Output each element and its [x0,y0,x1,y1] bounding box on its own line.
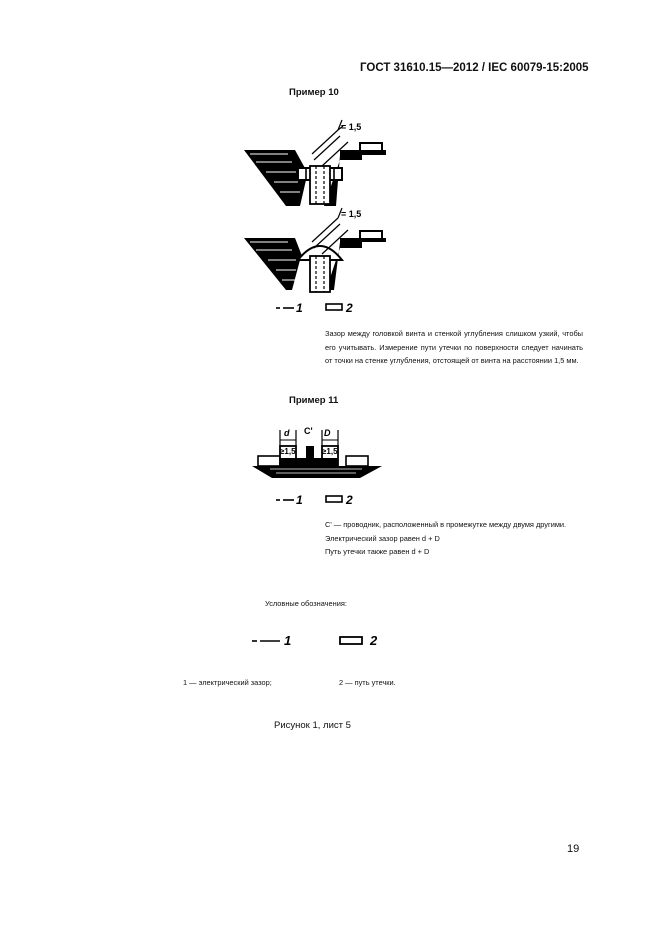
example-10-top-dim: = 1,5 [341,122,362,132]
figure-caption: Рисунок 1, лист 5 [274,720,351,731]
example-10-note: Зазор между головкой винта и стенкой углубления слишком узкий, чтобы его учитывать. Измерение пути утечки по поверхности следует начинать от точки на стенке углубления, отстоящей от винта на расстоянии 1,5 мм. [325,329,583,366]
legend-mark-2: 2 [370,633,378,648]
example-11-label-D: D [324,428,331,438]
legend-item-2: 2 — путь утечки. [339,678,396,687]
legend-title: Условные обозначения: [265,599,347,608]
example-10-legend-2: 2 [346,301,353,315]
example-11-note-line: Путь утечки также равен d + D [325,547,430,557]
example-10-bottom-dim: = 1,5 [341,209,362,219]
example-11-title: Пример 11 [289,395,339,406]
standard-header: ГОСТ 31610.15—2012 / IEC 60079-15:2005 [360,62,589,74]
legend-marks [248,630,388,650]
example-10-title: Пример 10 [289,87,339,98]
example-11-note-line: C' — проводник, расположенный в промежутке между двумя другими. [325,520,567,529]
example-11-legend-1: 1 [296,493,303,507]
example-10-legend [272,298,362,316]
example-10-figure-bottom [240,200,390,300]
creepage-box-mark [326,304,342,310]
example-11-note-line: Электрический зазор равен d + D [325,533,440,543]
example-11-legend-2: 2 [346,493,353,507]
example-11-figure [250,422,385,482]
example-11-dim-left: ≥1,5 [280,447,296,456]
page-number: 19 [567,843,580,855]
legend-item-1: 1 — электрический зазор; [183,678,272,687]
example-11-legend [272,490,362,508]
example-11-dim-right: ≥1,5 [322,447,338,456]
example-10-legend-1: 1 [296,301,303,315]
example-11-note [325,518,583,559]
example-11-label-c: C' [304,426,313,436]
example-11-label-d: d [284,428,290,438]
legend-mark-1: 1 [284,633,292,648]
